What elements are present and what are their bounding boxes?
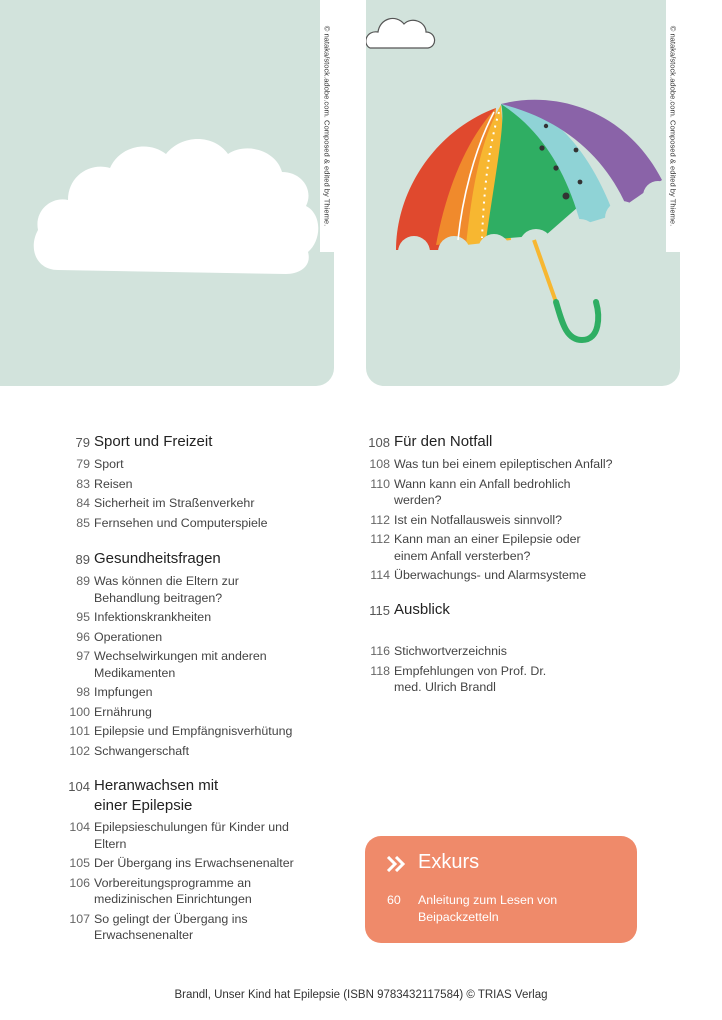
toc-entry[interactable]: 96 Operationen [76, 629, 163, 644]
exkurs-entry[interactable]: 60 Anleitung zum Lesen von Beipackzetteln [387, 893, 558, 924]
image-credit-right-text: © nataka/stock.adobe.com. Composed & edited by Thieme. [668, 25, 678, 227]
toc-entry[interactable]: 118 Empfehlungen von Prof. Dr. med. Ulrich Brandl [370, 663, 547, 694]
image-credit-right [666, 0, 680, 252]
toc-entry[interactable]: 83 Reisen [76, 476, 133, 491]
toc-entry[interactable]: 95 Infektionskrankheiten [76, 610, 212, 624]
toc-entry[interactable]: 100 Ernährung [69, 704, 152, 719]
toc-section [358, 432, 648, 584]
toc-section-heading[interactable]: 108 Für den Notfall [368, 433, 493, 450]
toc-entry[interactable]: 104 Epilepsieschulungen für Kinder und Eltern [69, 820, 289, 851]
toc-section [358, 640, 648, 696]
image-credit-left-text: © nataka/stock.adobe.com. Composed & edited by Thieme. [322, 25, 332, 227]
toc-entry[interactable]: 106 Vorbereitungsprogramme an medizinischen Einrichtungen [69, 875, 252, 906]
toc-entry[interactable]: 108 Was tun bei einem epileptischen Anfall? [369, 457, 613, 471]
small-cloud-icon [366, 18, 435, 48]
toc-section [358, 600, 648, 621]
image-credit-left [320, 0, 334, 252]
toc-entry[interactable]: 114 Überwachungs- und Alarmsysteme [370, 568, 587, 582]
toc-entry[interactable]: 97 Wechselwirkungen mit anderen Medikamenten [76, 649, 267, 680]
toc-section-heading[interactable]: 115 Ausblick [369, 601, 450, 618]
toc-entry[interactable]: 105 Der Übergang ins Erwachsenenalter [69, 856, 294, 870]
umbrella-illustration-panel [366, 0, 680, 386]
toc-entry[interactable]: 84 Sicherheit im Straßenverkehr [76, 496, 255, 510]
toc-section-heading[interactable]: 89 Gesundheitsfragen [75, 550, 221, 567]
umbrella-handle [556, 302, 598, 340]
cloud-illustration-panel [0, 0, 334, 386]
toc-entry[interactable]: 85 Fernsehen und Computerspiele [76, 515, 268, 530]
toc-entry[interactable]: 89 Was können die Eltern zur Behandlung beitragen? [76, 574, 239, 605]
toc-section-heading[interactable]: 79 Sport und Freizeit [75, 433, 213, 450]
double-chevron-right-icon [386, 856, 406, 872]
toc-entry[interactable]: 107 So gelingt der Übergang ins Erwachsenenalter [69, 911, 248, 942]
toc-entry[interactable]: 98 Impfungen [76, 685, 153, 699]
page-footer: Brandl, Unser Kind hat Epilepsie (ISBN 9783432117584) © TRIAS Verlag [174, 989, 548, 1001]
cloud-shape [34, 139, 319, 274]
toc-entry[interactable]: 112 Ist ein Notfallausweis sinnvoll? [370, 512, 563, 527]
toc-section [58, 432, 348, 531]
toc-section-heading[interactable]: 104 Heranwachsen mit einer Epilepsie [68, 777, 219, 814]
exkurs-title: Exkurs [418, 851, 480, 873]
toc-entry[interactable]: 110 Wann kann ein Anfall bedrohlich werden? [370, 476, 571, 507]
toc-entry[interactable]: 101 Epilepsie und Empfängnisverhütung [69, 724, 293, 738]
toc-entry[interactable]: 79 Sport [76, 457, 124, 471]
toc-section [58, 549, 348, 759]
toc-entry[interactable]: 116 Stichwortverzeichnis [370, 644, 507, 658]
toc-section [58, 776, 348, 944]
umbrella-illustration [366, 0, 680, 386]
toc-entry[interactable]: 102 Schwangerschaft [69, 743, 190, 758]
cloud-illustration [0, 0, 334, 386]
toc-entry[interactable]: 112 Kann man an einer Epilepsie oder einem Anfall versterben? [370, 532, 581, 563]
exkurs-box [365, 836, 637, 943]
